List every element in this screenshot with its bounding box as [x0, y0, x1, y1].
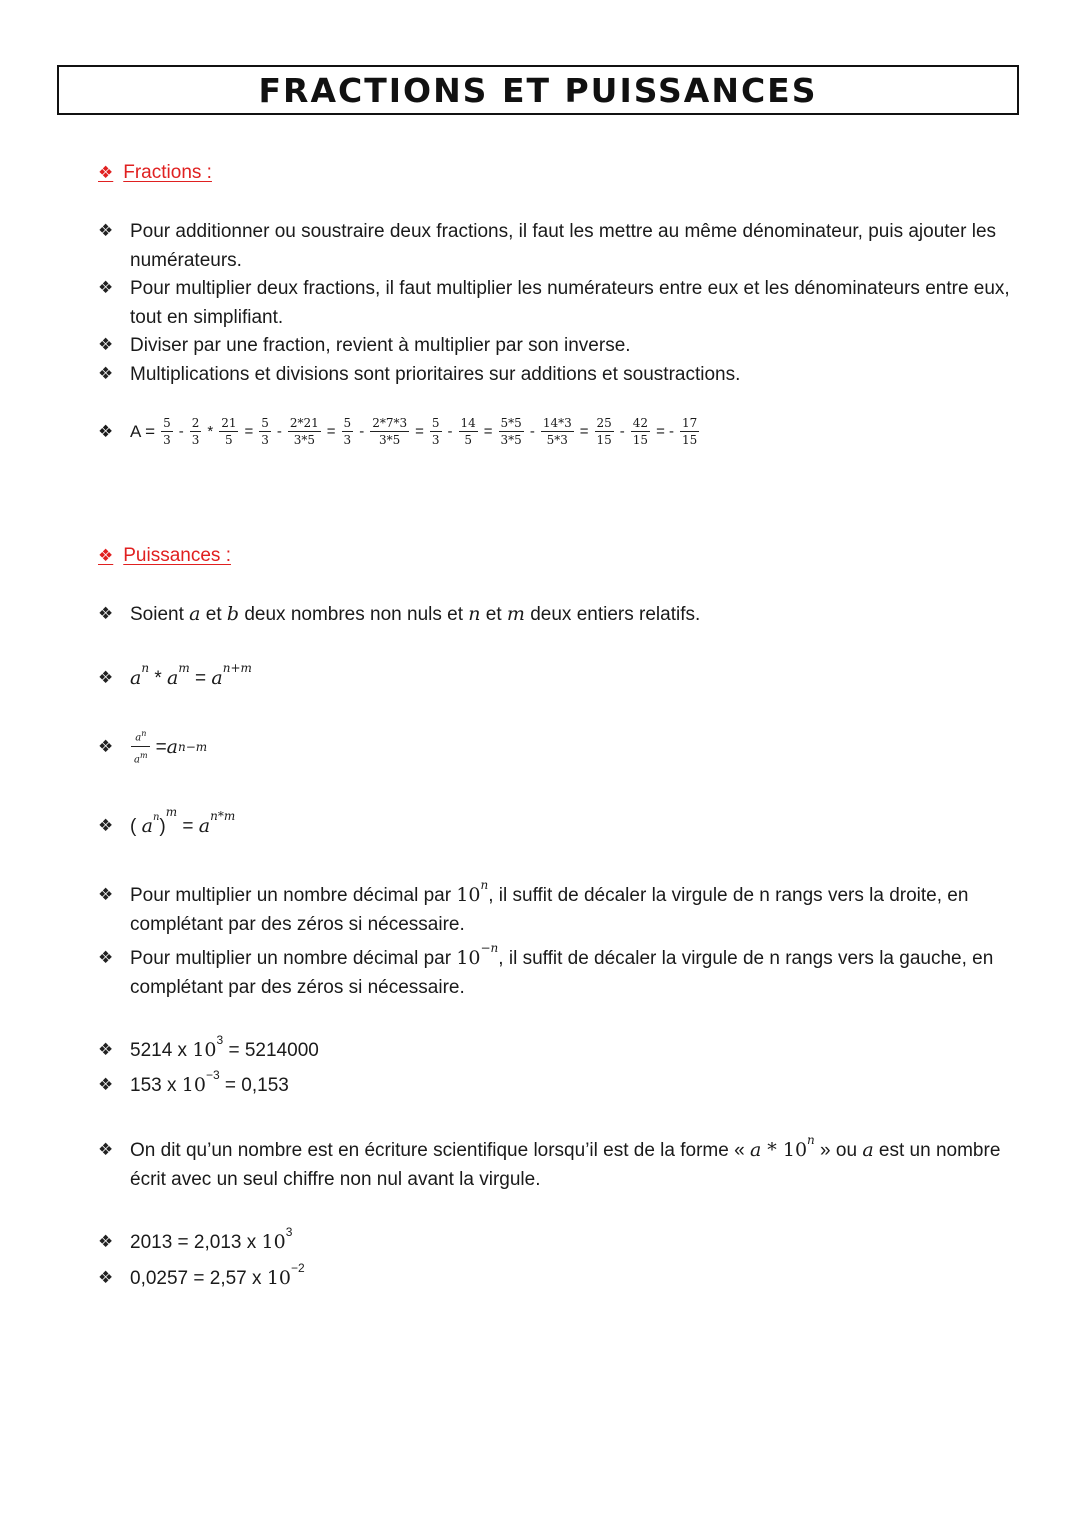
fraction	[370, 416, 409, 447]
expression-operator: =	[483, 423, 493, 440]
fraction-numerator: 2*7*3	[372, 416, 408, 430]
fraction	[259, 416, 271, 447]
fraction-example	[98, 416, 703, 447]
fraction-denominator: 15	[596, 433, 612, 447]
fraction-denominator: 15	[632, 433, 649, 447]
fraction	[595, 416, 614, 447]
fraction-numerator: 21	[221, 416, 237, 430]
rule-text: Pour multiplier deux fractions, il faut multiplier les numérateurs entre eux et les dénominateurs entre eux, tout en simplifiant.	[130, 278, 1010, 328]
bullet-icon: ❖	[98, 1040, 114, 1060]
fraction	[190, 416, 202, 447]
bullet-icon: ❖	[98, 885, 114, 905]
bullet-icon: ❖	[98, 1232, 114, 1252]
expression-operator: -	[529, 423, 535, 440]
rule-text: Multiplications et divisions sont prioritaires sur additions et soustractions.	[130, 364, 741, 385]
fraction-numerator: 5	[163, 416, 171, 430]
expression-operator: =	[415, 423, 424, 440]
list-item	[98, 217, 1023, 275]
list-item: ❖ Pour multiplier un nombre décimal par $10^{-n}$, il suffit de décaler la virgule de n rangs vers la gauche, en complétant par des zéros si nécessaire.	[98, 944, 1023, 1002]
fraction-numerator: 14	[460, 416, 476, 430]
expression-operator: -	[619, 423, 625, 440]
section-heading-puissances: ❖ Puissances :	[98, 545, 231, 566]
bullet-icon: ❖	[98, 816, 114, 836]
bullet-icon: ❖	[98, 668, 114, 688]
bullet-icon: ❖	[98, 1268, 114, 1288]
fraction-denominator: 3	[163, 433, 171, 447]
fraction-numerator: 5	[431, 416, 440, 430]
fraction-denominator: 3*5	[293, 433, 315, 447]
fraction	[342, 416, 354, 447]
fraction-numerator: 14*3	[542, 416, 572, 430]
list-item: ❖ Pour multiplier un nombre décimal par 10$^n$, il suffit de décaler la virgule de n rangs vers la droite, en complétant par des zéros si nécessaire.	[98, 881, 1023, 939]
fraction-denominator: 3	[261, 433, 269, 447]
quotient-fraction: $\frac{a^n}{a^m}$	[130, 728, 152, 767]
list-item	[98, 600, 1023, 629]
fraction	[499, 416, 524, 447]
bullet-icon: ❖	[98, 364, 114, 384]
fraction-denominator: 3*5	[379, 433, 401, 447]
fraction-denominator: 3	[431, 433, 440, 447]
page-title: FRACTIONS ET PUISSANCES	[258, 70, 818, 110]
rule-text: Diviser par une fraction, revient à multiplier par son inverse.	[130, 335, 631, 356]
fraction-denominator: 5	[464, 433, 472, 447]
expression-operator: -	[276, 423, 282, 440]
expression-operator: =	[244, 423, 254, 440]
bullet-icon: ❖	[98, 1140, 114, 1160]
power-rule-product: ❖ $a^n * a^m = a^{n+m}$	[98, 664, 1023, 693]
expression-operator: =	[326, 423, 336, 440]
fraction-numerator: 2*21	[289, 416, 319, 430]
list-item: ❖ 5214 x $10^3 = 5214000$	[98, 1036, 1023, 1065]
bullet-icon: ❖	[98, 163, 114, 183]
fraction-denominator: 5*3	[546, 433, 568, 447]
list-item	[98, 360, 1023, 389]
list-item	[98, 274, 1023, 332]
expression-operator: = -	[656, 423, 674, 440]
fraction-numerator: 5	[261, 416, 269, 430]
bullet-icon: ❖	[98, 604, 114, 624]
fraction	[541, 416, 574, 447]
bullet-icon: ❖	[98, 421, 114, 442]
list-item: ❖ 153 x $10^{-3} = 0,153$	[98, 1071, 1023, 1100]
expression-operator: -	[447, 423, 453, 440]
bullet-icon: ❖	[98, 1075, 114, 1095]
bullet-icon: ❖	[98, 546, 114, 566]
bullet-icon: ❖	[98, 335, 114, 355]
expression-operator: -	[359, 423, 365, 440]
fraction	[430, 416, 442, 447]
intro-text: Soient a et b deux nombres non nuls et n et m deux entiers relatifs.	[130, 603, 701, 625]
rule-text: Pour additionner ou soustraire deux fractions, il faut les mettre au même dénominateur, puis ajouter les numérateurs.	[130, 221, 997, 271]
power-rule-power: ❖ ( $a^n)^m = a^{n*m}$	[98, 812, 1023, 841]
expression-operator: =	[579, 423, 589, 440]
fraction-denominator: 3	[191, 433, 200, 447]
bullet-icon: ❖	[98, 278, 114, 298]
list-item: ❖ 0,0257 = 2,57 x $10^{-2}$	[98, 1264, 1023, 1293]
list-item: ❖ 2013 = 2,013 x $10^3$	[98, 1228, 1023, 1257]
title-box	[57, 65, 1019, 115]
bullet-icon: ❖	[98, 221, 114, 241]
power-rule-quotient: ❖ $\frac{a^n}{a^m}$ = a n−m	[98, 729, 208, 766]
fraction	[288, 416, 321, 447]
list-item: ❖ On dit qu’un nombre est en écriture scientifique lorsqu’il est de la forme « a * 10$^n$ » ou a est un nombre écrit avec un seul chiffre non nul avant la virgule.	[98, 1136, 1023, 1194]
fraction-numerator: 5	[343, 416, 352, 430]
fraction	[631, 416, 650, 447]
bullet-icon: ❖	[98, 736, 114, 757]
fraction-numerator: 42	[632, 416, 649, 430]
list-item	[98, 331, 1023, 360]
fraction	[459, 416, 478, 447]
fraction	[161, 416, 173, 447]
fraction-numerator: 17	[682, 416, 698, 430]
fraction	[219, 416, 238, 447]
expression-lhs: A =	[130, 421, 156, 441]
fraction-numerator: 25	[596, 416, 612, 430]
fraction-numerator: 2	[191, 416, 200, 430]
fraction-denominator: 3*5	[500, 433, 522, 447]
fraction-denominator: 3	[343, 433, 352, 447]
section-heading-fractions: ❖ Fractions :	[98, 162, 212, 183]
bullet-icon: ❖	[98, 948, 114, 968]
expression-operator: -	[178, 423, 184, 440]
fraction-numerator: 5*5	[500, 416, 522, 430]
fraction-denominator: 15	[682, 433, 698, 447]
expression-operator: *	[207, 423, 214, 440]
fraction	[680, 416, 699, 447]
expression-body	[157, 416, 703, 447]
fraction-denominator: 5	[225, 433, 233, 447]
